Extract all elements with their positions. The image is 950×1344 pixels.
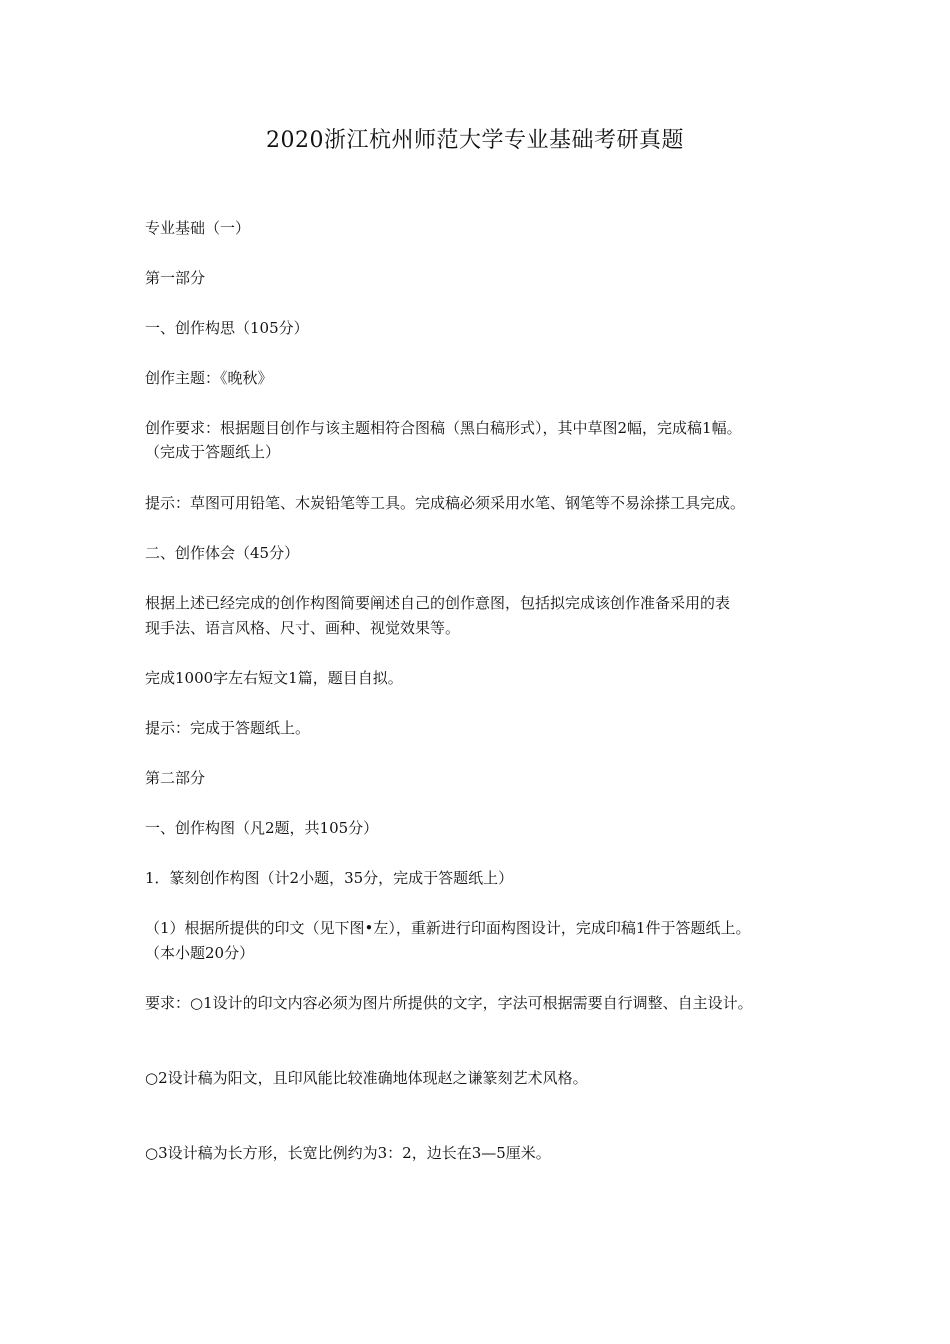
paragraph-tips-tools: 提示：草图可用铅笔、木炭铅笔等工具。完成稿必须采用水笔、钢笔等不易涂搽工具完成。 (145, 494, 746, 512)
part-heading-part-one: 第一部分 (145, 269, 206, 287)
section-heading-professional-basics: 专业基础（一） (145, 219, 251, 237)
paragraph-reflection-line-2: 现手法、语言风格、尺寸、画种、视觉效果等。 (145, 619, 461, 637)
question-heading-composition-concept: 一、创作构思（105分） (145, 319, 309, 337)
subquestion-seal-layout-score: （本小题20分） (145, 944, 255, 962)
paragraph-requirements-note: （完成于答题纸上） (145, 443, 281, 461)
paragraph-tips-answer-sheet: 提示：完成于答题纸上。 (145, 719, 311, 737)
part-heading-part-two: 第二部分 (145, 769, 206, 787)
document-title: 2020浙江杭州师范大学专业基础考研真题 (266, 128, 684, 153)
paragraph-reflection-line-1: 根据上述已经完成的创作构图简要阐述自己的创作意图，包括拟完成该创作准备采用的表 (145, 594, 731, 612)
question-heading-creative-reflection: 二、创作体会（45分） (145, 544, 300, 562)
paragraph-requirements: 创作要求：根据题目创作与该主题相符合图稿（黑白稿形式），其中草图2幅，完成稿1幅。 (145, 419, 742, 437)
requirement-item-3: ○3设计稿为长方形，长宽比例约为3：2，边长在3—5厘米。 (145, 1144, 551, 1162)
requirement-item-2: ○2设计稿为阳文，且印风能比较准确地体现赵之谦篆刻艺术风格。 (145, 1069, 588, 1087)
paragraph-theme: 创作主题：《晚秋》 (145, 369, 273, 387)
subquestion-seal-layout: （1）根据所提供的印文（见下图•左），重新进行印面构图设计，完成印稿1件于答题纸上。 (145, 919, 751, 937)
question-seal-carving: 1．篆刻创作构图（计2小题，35分，完成于答题纸上） (145, 869, 514, 887)
requirement-item-1: 要求：○1设计的印文内容必须为图片所提供的文字，字法可根据需要自行调整、自主设计。 (145, 994, 753, 1012)
question-heading-composition-layout: 一、创作构图（凡2题，共105分） (145, 819, 379, 837)
paragraph-essay-length: 完成1000字左右短文1篇，题目自拟。 (145, 669, 403, 687)
